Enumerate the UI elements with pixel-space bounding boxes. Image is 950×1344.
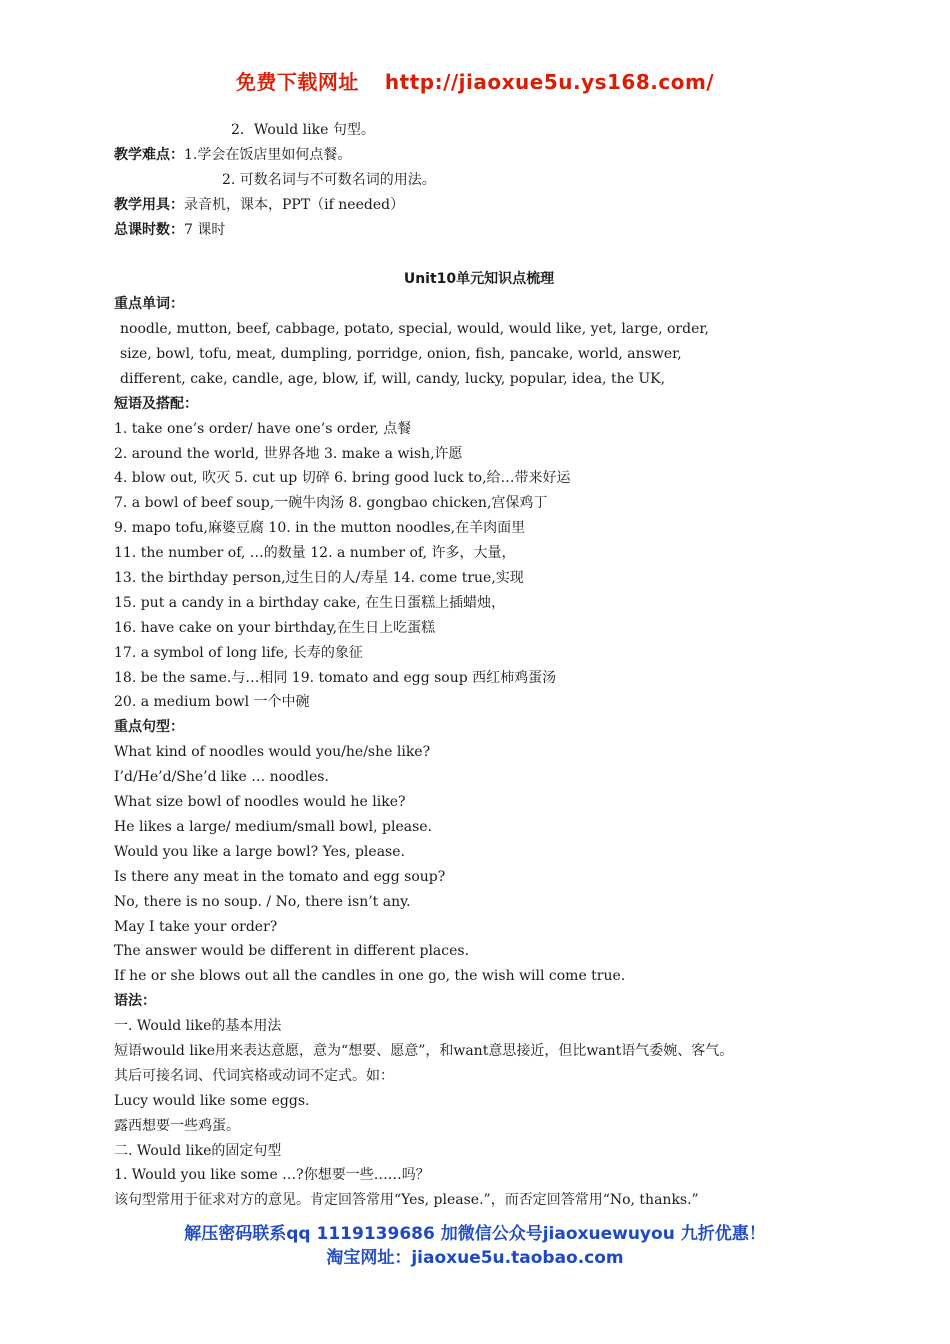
sentence-line: Is there any meat in the tomato and egg soup? [114,868,446,885]
phrase-line: 20. a medium bowl 一个中碗 [114,694,310,711]
phrases-label: 短语及搭配： [114,395,198,412]
difficulty-1: 1.学会在饭店里如何点餐。 [184,146,352,163]
header-url[interactable]: http://jiaoxue5u.ys168.com/ [384,70,715,94]
sentence-line: If he or she blows out all the candles in one go, the wish will come true. [114,968,626,985]
hours-value: 7 课时 [184,221,226,238]
page-header [0,66,950,95]
phrase-line: 15. put a candy in a birthday cake, 在生日蛋糕上插蜡烛， [114,594,506,611]
intro-point-2: 2．Would like 句型。 [231,122,375,138]
grammar-heading-2: 二. Would like的固定句型 [114,1142,282,1159]
phrase-line: 1. take one’s order/ have one’s order, 点餐 [114,420,412,437]
tools-line [114,193,844,218]
footer-contact: 解压密码联系qq 1119139686 加微信公众号jiaoxuewuyou 九折优惠！ [184,1224,766,1244]
vocab-line: size, bowl, tofu, meat, dumpling, porridge, onion, fish, pancake, world, answer, [120,346,682,363]
sentence-line: Would you like a large bowl? Yes, please. [114,843,405,860]
unit-title: Unit10单元知识点梳理 [403,271,555,288]
grammar-line: 该句型常用于征求对方的意见。肯定回答常用“Yes, please.”，而否定回答常用“No, thanks.” [114,1192,699,1209]
sentence-line: What kind of noodles would you/he/she like? [114,744,431,761]
phrase-line: 17. a symbol of long life, 长寿的象征 [114,644,363,661]
tools-label: 教学用具： [114,196,184,213]
sentence-line: No, there is no soup. / No, there isn’t any. [114,893,411,910]
vocab-line: noodle, mutton, beef, cabbage, potato, special, would, would like, yet, large, order, [120,321,709,338]
sentence-line: The answer would be different in different places. [114,943,470,960]
phrase-line: 9. mapo tofu,麻婆豆腐 10. in the mutton noodles,在羊肉面里 [114,520,526,537]
sentence-line: He likes a large/ medium/small bowl, please. [114,818,432,835]
difficulty-line [114,143,844,168]
difficulty-label: 教学难点： [114,146,184,163]
footer-shop-url[interactable]: 淘宝网址：jiaoxue5u.taobao.com [326,1248,624,1268]
grammar-example: Lucy would like some eggs. [114,1092,310,1109]
phrase-line: 2. around the world, 世界各地 3. make a wish,许愿 [114,445,463,462]
phrase-line: 13. the birthday person,过生日的人/寿星 14. come true,实现 [114,570,524,587]
grammar-heading-1: 一. Would like的基本用法 [114,1018,282,1035]
header-title: 免费下载网址 [235,70,359,94]
sentences-label: 重点句型： [114,719,184,736]
tools-value: 录音机，课本，PPT（if needed） [184,196,405,213]
sentence-line: May I take your order? [114,918,278,935]
document-body [114,118,844,1213]
grammar-line: 短语would like用来表达意愿，意为“想要、愿意”，和want意思接近，但比want语气委婉、客气。 [114,1042,734,1059]
grammar-line: 1. Would you like some …?你想要一些……吗？ [114,1167,430,1184]
sentence-line: I’d/He’d/She’d like … noodles. [114,769,329,786]
phrase-line: 11. the number of, …的数量 12. a number of, 许多，大量， [114,545,516,562]
phrase-line: 4. blow out, 吹灭 5. cut up 切碎 6. bring good luck to,给…带来好运 [114,470,571,487]
phrase-line: 7. a bowl of beef soup,一碗牛肉汤 8. gongbao chicken,宫保鸡丁 [114,495,548,512]
grammar-label: 语法： [114,993,156,1010]
phrase-line: 16. have cake on your birthday,在生日上吃蛋糕 [114,619,436,636]
phrase-line: 18. be the same.与…相同 19. tomato and egg soup 西红柿鸡蛋汤 [114,669,557,686]
vocab-label: 重点单词： [114,296,184,313]
grammar-translation: 露西想要一些鸡蛋。 [114,1117,240,1134]
hours-line [114,218,844,243]
grammar-line: 其后可接名词、代词宾格或动词不定式。如： [114,1067,394,1084]
difficulty-2: 2. 可数名词与不可数名词的用法。 [222,171,436,188]
sentence-line: What size bowl of noodles would he like? [114,794,406,811]
vocab-line: different, cake, candle, age, blow, if, will, candy, lucky, popular, idea, the UK, [120,370,666,387]
hours-label: 总课时数： [114,221,184,238]
